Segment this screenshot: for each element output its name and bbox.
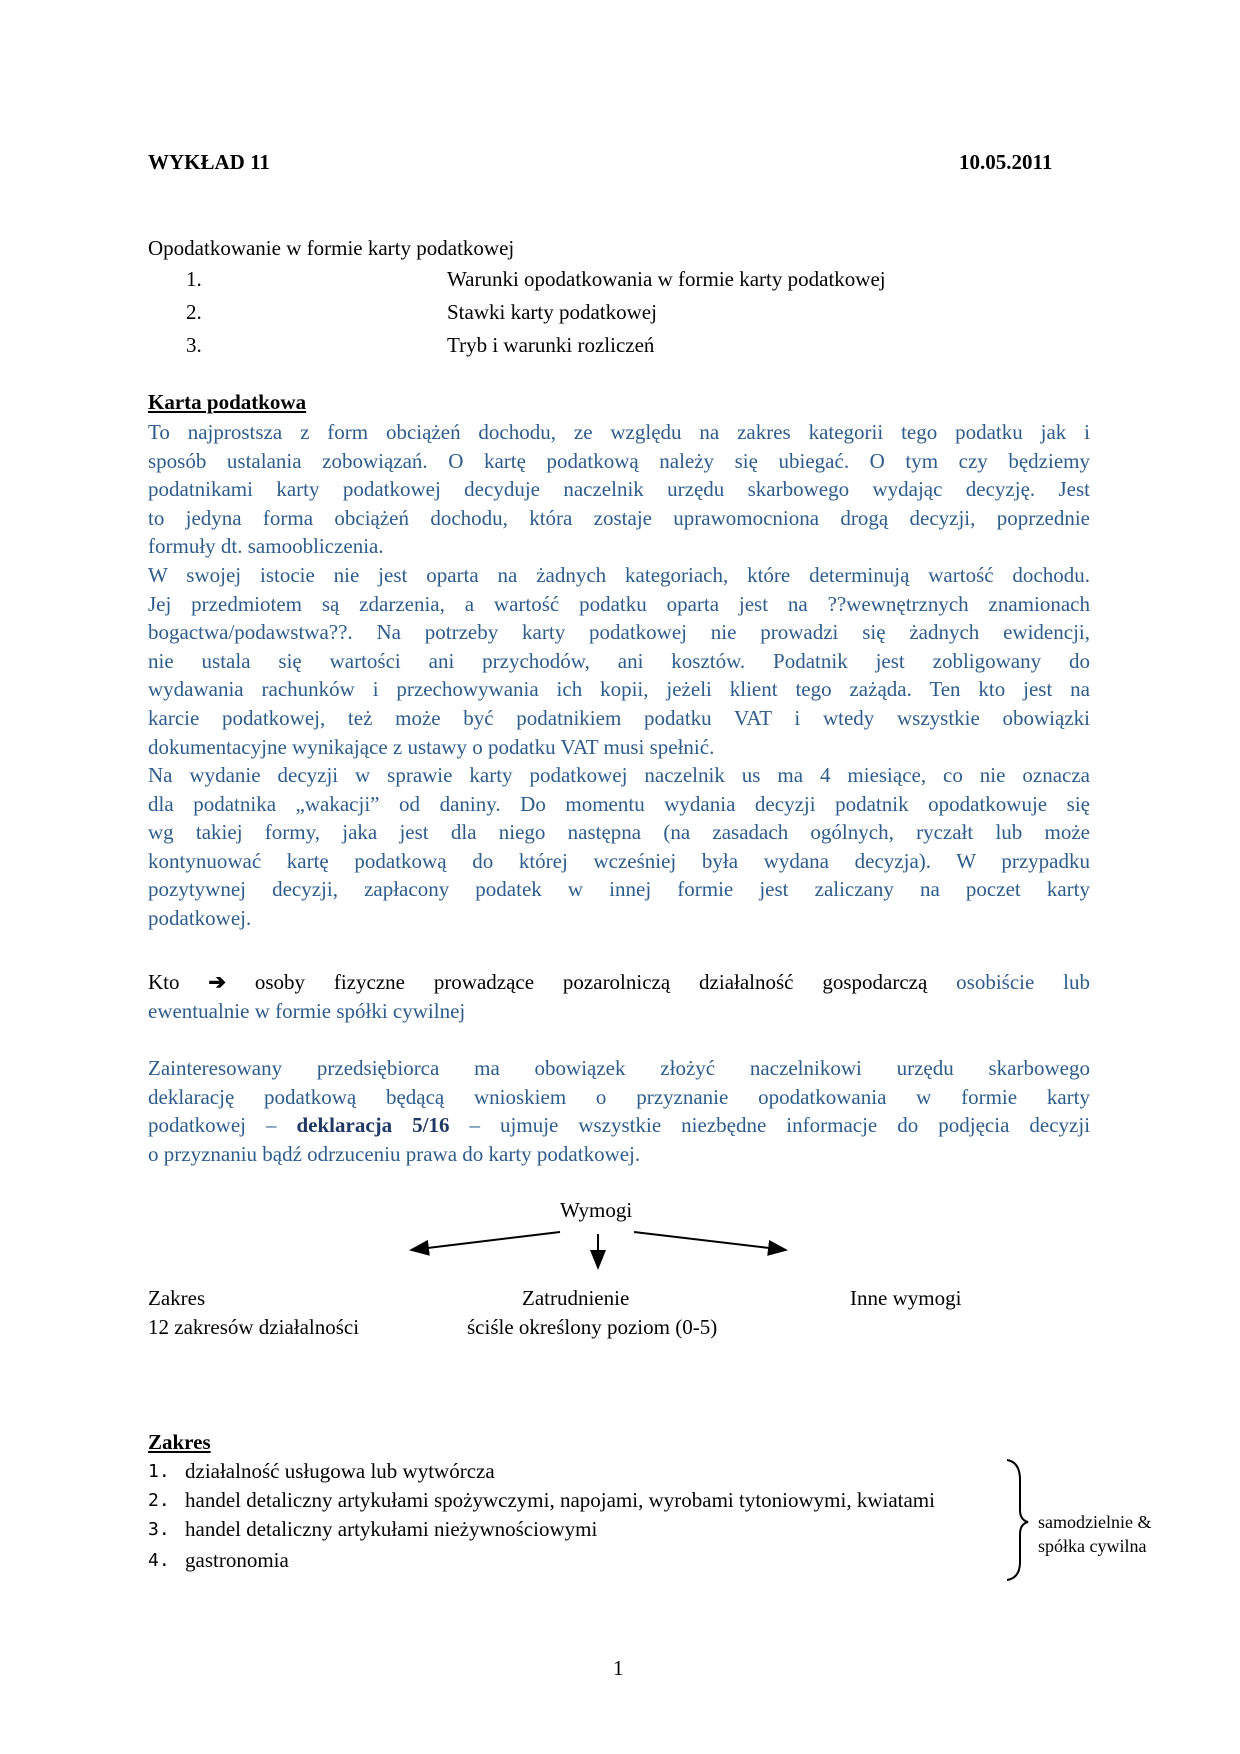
lecture-title: WYKŁAD 11 — [148, 150, 270, 174]
text-line: nie ustala się wartości ani przychodów, ani kosztów. Podatnik jest zobligowany do — [148, 648, 1090, 673]
section-heading-karta: Karta podatkowa — [148, 390, 307, 414]
zakres-item-num: 2. — [148, 1490, 170, 1511]
topic-item-text: Tryb i warunki rozliczeń — [447, 333, 655, 357]
text-line: to jedyna forma obciążeń dochodu, która zostaje uprawomocniona drogą decyzji, poprzednie — [148, 505, 1090, 530]
text-line: W swojej istocie nie jest oparta na żadnych kategoriach, które determinują wartość dochodu. — [148, 563, 1090, 587]
text-fragment: podatkowej – — [148, 1113, 277, 1138]
arrow-left — [411, 1232, 560, 1250]
text-line: To najprostsza z form obciążeń dochodu, ze względu na zakres kategorii tego podatku jak i — [148, 420, 1090, 444]
text-line: dla podatnika „wakacji” od daniny. Do momentu wydania decyzji podatnik opodatkowuje się — [148, 791, 1090, 816]
zakres-item-text: handel detaliczny artykułami spożywczymi, napojami, wyrobami tytoniowymi, kwiatami — [185, 1488, 935, 1512]
topic-item-num: 1. — [186, 267, 202, 291]
text-fragment: – ujmuje wszystkie niezbędne informacje do podjęcia decyzji — [469, 1113, 1091, 1138]
text-line: podatkowej. — [148, 905, 252, 930]
topic-item-text: Warunki opodatkowania w formie karty podatkowej — [447, 267, 886, 291]
wymogi-inne: Inne wymogi — [850, 1286, 962, 1310]
zakres-item-num: 4. — [148, 1550, 170, 1571]
wymogi-zatrudnienie-title: Zatrudnienie — [522, 1286, 630, 1310]
arrow-right-icon: ➔ — [208, 970, 226, 994]
topic-item-num: 2. — [186, 300, 202, 324]
curly-brace — [1007, 1460, 1028, 1580]
topic-item-text: Stawki karty podatkowej — [447, 300, 657, 324]
wymogi-zatrudnienie-sub: ściśle określony poziom (0-5) — [467, 1315, 718, 1339]
brace-note-line: samodzielnie & — [1038, 1512, 1152, 1532]
text-line: ewentualnie w formie spółki cywilnej — [148, 998, 466, 1023]
text-line: kontynuować kartę podatkową do której wcześniej była wydana decyzja). W przypadku — [148, 848, 1090, 873]
text-line: podatnikami karty podatkowej decyduje naczelnik urzędu skarbowego wydając decyzję. Jest — [148, 477, 1090, 502]
text-line: formuły dt. samoobliczenia. — [148, 534, 384, 559]
text-line: pozytywnej decyzji, zapłacony podatek w innej formie jest zaliczany na poczet karty — [148, 877, 1090, 902]
text-line: o przyznaniu bądź odrzuceniu prawa do karty podatkowej. — [148, 1141, 641, 1166]
deklaracja-name: deklaracja 5/16 — [296, 1113, 450, 1138]
wymogi-zakres-title: Zakres — [148, 1286, 206, 1310]
text-line: deklarację podatkową będącą wnioskiem o przyznanie opodatkowania w formie karty — [148, 1084, 1090, 1109]
brace-note-line: spółka cywilna — [1038, 1536, 1147, 1556]
text-line: Zainteresowany przedsiębiorca ma obowiązek złożyć naczelnikowi urzędu skarbowego — [148, 1056, 1090, 1080]
lecture-date: 10.05.2011 — [959, 150, 1053, 174]
topic-item-num: 3. — [186, 333, 202, 357]
zakres-item-text: gastronomia — [185, 1548, 289, 1572]
text-line: dokumentacyjne wynikające z ustawy o podatku VAT musi spełnić. — [148, 734, 715, 759]
topic-title: Opodatkowanie w formie karty podatkowej — [148, 236, 515, 260]
kto-text: osoby fizyczne prowadzące pozarolniczą działalność gospodarczą — [254, 970, 928, 994]
arrow-right — [634, 1232, 786, 1250]
section-heading-zakres: Zakres — [148, 1430, 211, 1454]
wymogi-title: Wymogi — [560, 1198, 633, 1222]
zakres-item-text: handel detaliczny artykułami nieżywnościowymi — [185, 1517, 598, 1541]
text-line: wg takiej formy, jaka jest dla niego następna (na zasadach ogólnych, ryczałt lub może — [148, 820, 1090, 845]
kto-label: Kto — [148, 970, 180, 994]
zakres-item-num: 1. — [148, 1461, 170, 1482]
text-line: sposób ustalania zobowiązań. O kartę podatkową należy się ubiegać. O tym czy będziemy — [148, 448, 1090, 473]
zakres-item-text: działalność usługowa lub wytwórcza — [185, 1459, 495, 1483]
page-number: 1 — [613, 1656, 624, 1680]
text-line: wydawania rachunków i przechowywania ich kopii, jeżeli klient tego zażąda. Ten kto jest na — [148, 677, 1090, 702]
kto-text-blue: osobiście lub — [956, 970, 1091, 994]
wymogi-zakres-sub: 12 zakresów działalności — [148, 1315, 360, 1339]
text-line: bogactwa/podawstwa??. Na potrzeby karty podatkowej nie prowadzi się żadnych ewidencji, — [148, 620, 1090, 645]
zakres-item-num: 3. — [148, 1519, 170, 1540]
text-line: Jej przedmiotem są zdarzenia, a wartość podatku oparta jest na ??wewnętrznych znamionach — [148, 591, 1090, 616]
text-line: karcie podatkowej, też może być podatnikiem podatku VAT i wtedy wszystkie obowiązki — [148, 705, 1090, 730]
text-line: Na wydanie decyzji w sprawie karty podatkowej naczelnik us ma 4 miesiące, co nie oznacza — [148, 763, 1090, 787]
